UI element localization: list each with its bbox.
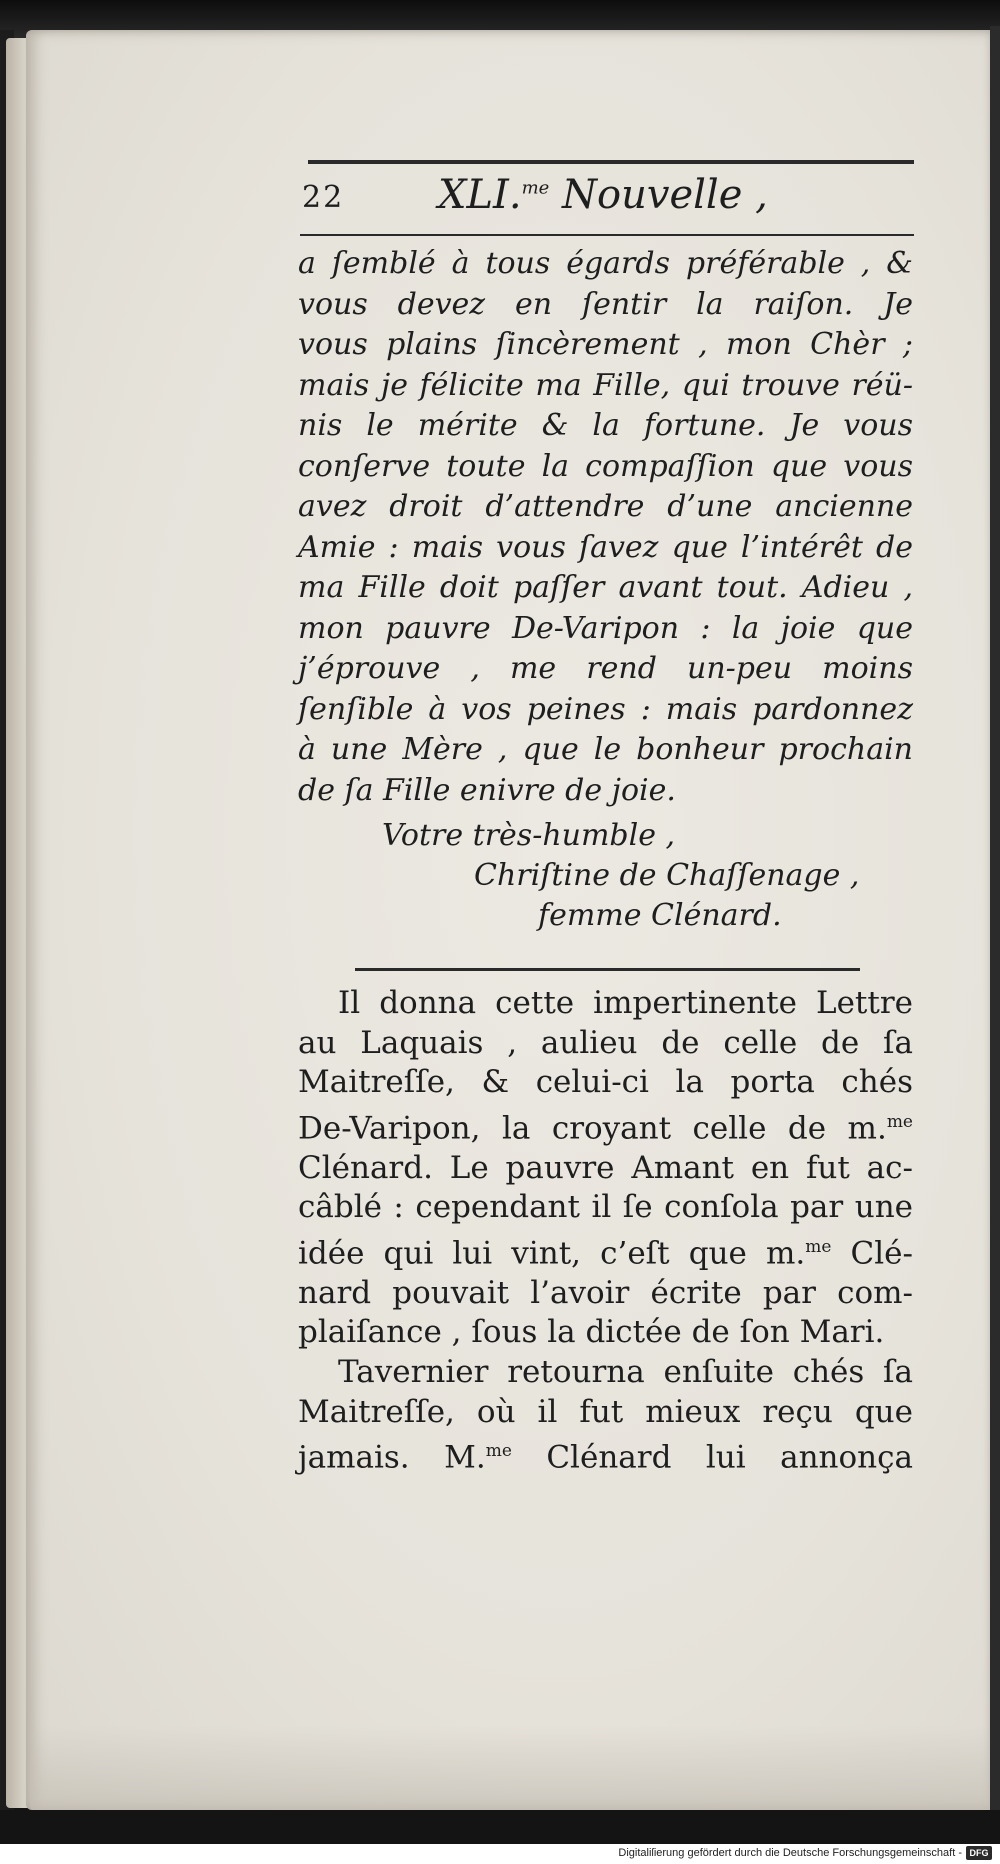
narrative-line-text: câblé : cependant il ſe conſola par une <box>298 1189 913 1226</box>
narrative-line <box>298 1432 913 1478</box>
narrative-line <box>298 984 913 1024</box>
header-top-rule <box>308 160 914 164</box>
narrative-line <box>298 1103 913 1149</box>
letter-line: conſerve toute la compaſſion que vous <box>298 448 913 484</box>
letter-signature-title: femme Clénard. <box>538 898 782 933</box>
letter-line: Amie : mais vous ſavez que l’intérêt de <box>298 529 913 565</box>
letter-line: de ſa Fille enivre de joie. <box>298 772 676 808</box>
letter-line: vous devez en ſentir la raiſon. Je <box>298 286 913 322</box>
narrative-line <box>298 1024 913 1064</box>
narrative-line <box>298 1228 913 1274</box>
narrative-text <box>298 984 913 1478</box>
letter-signature-name: Chriſtine de Chaſſenage , <box>474 858 860 893</box>
narrative-line <box>298 1313 913 1353</box>
funding-credit: Digitaliſierung gefördert durch die Deutsche Forschungsgemeinschaft - <box>618 1847 962 1859</box>
narrative-line-text: nard pouvait l’avoir écrite par com- <box>298 1274 913 1311</box>
narrative-line-text: jamais. M. <box>298 1439 486 1476</box>
running-title-sup: me <box>521 177 550 199</box>
letter-text <box>298 244 913 811</box>
dfg-logo: DFG <box>966 1846 992 1860</box>
letter-line: mon pauvre De-Varipon : la joie que <box>298 610 913 646</box>
letter-line: nis le mérite & la fortune. Je vous <box>298 408 913 443</box>
page-number: 22 <box>302 180 345 215</box>
narrative-line <box>298 1393 913 1433</box>
letter-line: a ſemblé à tous égards préférable , & <box>298 246 913 281</box>
letter-closing: Votre très-humble , <box>382 818 676 853</box>
narrative-line <box>298 1353 913 1393</box>
narrative-line <box>298 1149 913 1189</box>
scan-bottom-border <box>0 1810 1000 1844</box>
narrative-line-text: De-Varipon, la croyant celle de m. <box>298 1110 887 1147</box>
narrative-superscript: me <box>485 1441 512 1462</box>
narrative-line-text: Clénard lui annonça <box>511 1439 913 1476</box>
narrative-line <box>298 1063 913 1103</box>
narrative-line-text: idée qui lui vint, c’eſt que m. <box>298 1235 806 1272</box>
running-title-prefix: XLI. <box>438 172 522 218</box>
narrative-superscript: me <box>805 1236 832 1257</box>
narrative-line <box>298 1274 913 1314</box>
section-separator-rule <box>355 968 860 971</box>
letter-line: à une Mère , que le bonheur prochain <box>298 732 913 767</box>
letter-line: j’éprouve , me rend un-peu moins <box>298 651 913 686</box>
narrative-superscript: me <box>886 1111 913 1132</box>
narrative-line-text: Tavernier retourna enſuite chés ſa <box>338 1354 913 1390</box>
scan-right-border <box>990 26 1000 1826</box>
letter-line: ſenſible à vos peines : mais pardonnez <box>298 691 913 727</box>
running-title-word: Nouvelle , <box>562 172 768 218</box>
narrative-line-text: Maitreſſe, & celui-ci la porta chés <box>298 1064 913 1101</box>
page-bottom-shade <box>30 1725 992 1810</box>
narrative-line <box>298 1188 913 1228</box>
narrative-line-text: Clénard. Le pauvre Amant en fut ac- <box>298 1149 913 1186</box>
narrative-line-text: au Laquais , aulieu de celle de ſa <box>298 1024 913 1061</box>
letter-line: ma Fille doit paſſer avant tout. Adieu , <box>298 570 913 605</box>
narrative-line-text: Maitreſſe, où il fut mieux reçu que <box>298 1393 913 1430</box>
letter-line: mais je félicite ma Fille, qui trouve réü- <box>298 367 913 403</box>
narrative-line-text: Clé- <box>831 1235 914 1272</box>
narrative-line-text: Il donna cette impertinente Lettre <box>338 985 913 1021</box>
header-bottom-rule <box>300 234 914 236</box>
running-title <box>438 172 768 218</box>
letter-line: vous plains ſincèrement , mon Chèr ; <box>298 327 913 362</box>
narrative-line-text: plaiſance , ſous la dictée de ſon Mari. <box>298 1314 885 1351</box>
letter-line: avez droit d’attendre d’une ancienne <box>298 489 913 524</box>
